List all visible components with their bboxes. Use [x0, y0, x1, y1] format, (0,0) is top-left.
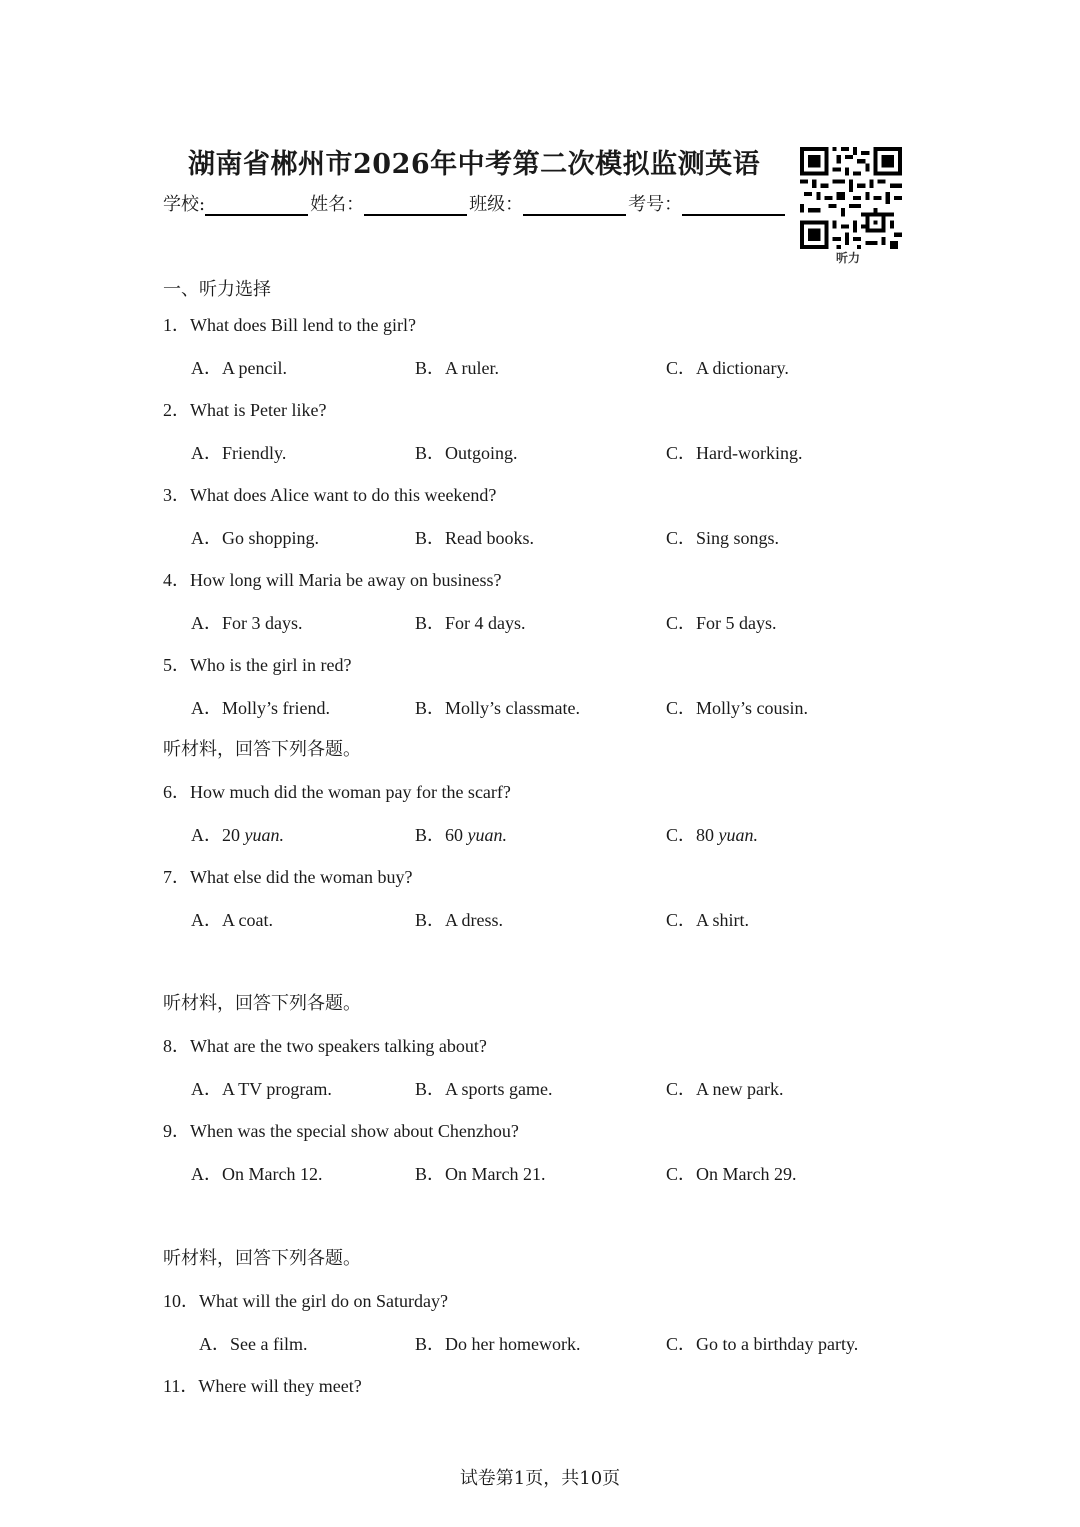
page-footer: 试卷第1页，共10页	[459, 1468, 621, 1489]
question	[163, 311, 416, 337]
option-c: C．Go to a birthday party.	[666, 1334, 859, 1354]
question	[163, 651, 351, 677]
question-text: What does Bill lend to the girl?	[190, 315, 416, 335]
option-c: C．Hard-working.	[666, 443, 803, 463]
class-label: 班级：	[469, 194, 524, 215]
option-a: A．A TV program.	[191, 1079, 332, 1099]
question	[163, 396, 326, 422]
option-b: B．A sports game.	[415, 1079, 553, 1099]
question-text: What is Peter like?	[190, 400, 327, 420]
question-text: How much did the woman pay for the scarf?	[190, 782, 511, 802]
question-text: What will the girl do on Saturday?	[199, 1291, 448, 1311]
option-a-unit: yuan.	[244, 825, 284, 845]
option-c	[666, 821, 758, 847]
question-text: Who is the girl in red?	[190, 655, 352, 675]
question-number: 8．	[163, 1036, 190, 1056]
option-c: C．A dictionary.	[666, 358, 789, 378]
question-number: 4．	[163, 570, 190, 590]
option-c: C．On March 29.	[666, 1164, 797, 1184]
question	[163, 481, 496, 507]
option-b: B．For 4 days.	[415, 613, 526, 633]
question-number: 1．	[163, 315, 190, 335]
question-text: What does Alice want to do this weekend?	[190, 485, 497, 505]
option-b: B．Do her homework.	[415, 1334, 581, 1354]
option-b-unit: yuan.	[467, 825, 508, 845]
option-a: A．See a film.	[199, 1334, 308, 1354]
option-a: A．For 3 days.	[191, 613, 303, 633]
question-text: How long will Maria be away on business?	[190, 570, 502, 590]
name-field	[364, 194, 467, 216]
question	[163, 1032, 487, 1058]
option-b: B．A dress.	[415, 910, 504, 930]
question	[163, 1372, 362, 1398]
option-c: C．A new park.	[666, 1079, 784, 1099]
option-c: C．Sing songs.	[666, 528, 780, 548]
listening-instruction: 听材料，回答下列各题。	[163, 1248, 361, 1269]
option-c: C．For 5 days.	[666, 613, 777, 633]
section-title: 一、听力选择	[163, 279, 271, 300]
question-number: 2．	[163, 400, 190, 420]
question-number: 7．	[163, 867, 190, 887]
question	[163, 778, 511, 804]
question	[163, 1117, 519, 1143]
question-text: What else did the woman buy?	[190, 867, 413, 887]
question-number: 11．	[163, 1376, 199, 1396]
option-a: A．A pencil.	[191, 358, 287, 378]
question-text: What are the two speakers talking about?	[190, 1036, 487, 1056]
option-a: A．A coat.	[191, 910, 273, 930]
option-a: A．Molly’s friend.	[191, 698, 330, 718]
exam-number-label: 考号：	[628, 194, 683, 215]
qr-label: 听力	[836, 251, 861, 265]
option-b: B．Read books.	[415, 528, 534, 548]
listening-instruction: 听材料，回答下列各题。	[163, 993, 361, 1014]
option-c-unit: yuan.	[718, 825, 759, 845]
name-label: 姓名：	[310, 194, 365, 215]
question-number: 9．	[163, 1121, 190, 1141]
question-text: When was the special show about Chenzhou?	[190, 1121, 519, 1141]
question-text: Where will they meet?	[198, 1376, 362, 1396]
option-c-value: C．80	[666, 825, 719, 845]
school-label: 学校:	[163, 194, 206, 215]
option-b: B．Outgoing.	[415, 443, 518, 463]
question-number: 10．	[163, 1291, 199, 1311]
option-c: C．A shirt.	[666, 910, 750, 930]
question-number: 6．	[163, 782, 190, 802]
listening-instruction: 听材料，回答下列各题。	[163, 739, 361, 760]
school-field	[205, 194, 308, 216]
qr-code-icon	[800, 147, 902, 249]
option-a: A．On March 12.	[191, 1164, 323, 1184]
question	[163, 566, 501, 592]
page-title: 湖南省郴州市2026年中考第二次模拟监测英语	[188, 149, 761, 180]
question	[163, 863, 412, 889]
class-field	[523, 194, 626, 216]
question	[163, 1287, 448, 1313]
student-info-row	[163, 190, 787, 216]
option-a: A．Friendly.	[191, 443, 287, 463]
option-c: C．Molly’s cousin.	[666, 698, 809, 718]
option-b: B．Molly’s classmate.	[415, 698, 580, 718]
option-a-value: A．20	[191, 825, 245, 845]
option-b-value: B．60	[415, 825, 468, 845]
question-number: 5．	[163, 655, 190, 675]
option-b	[415, 821, 507, 847]
option-a	[191, 821, 284, 847]
option-b: B．On March 21.	[415, 1164, 546, 1184]
exam-number-field	[682, 194, 785, 216]
option-a: A．Go shopping.	[191, 528, 320, 548]
question-number: 3．	[163, 485, 190, 505]
option-b: B．A ruler.	[415, 358, 499, 378]
